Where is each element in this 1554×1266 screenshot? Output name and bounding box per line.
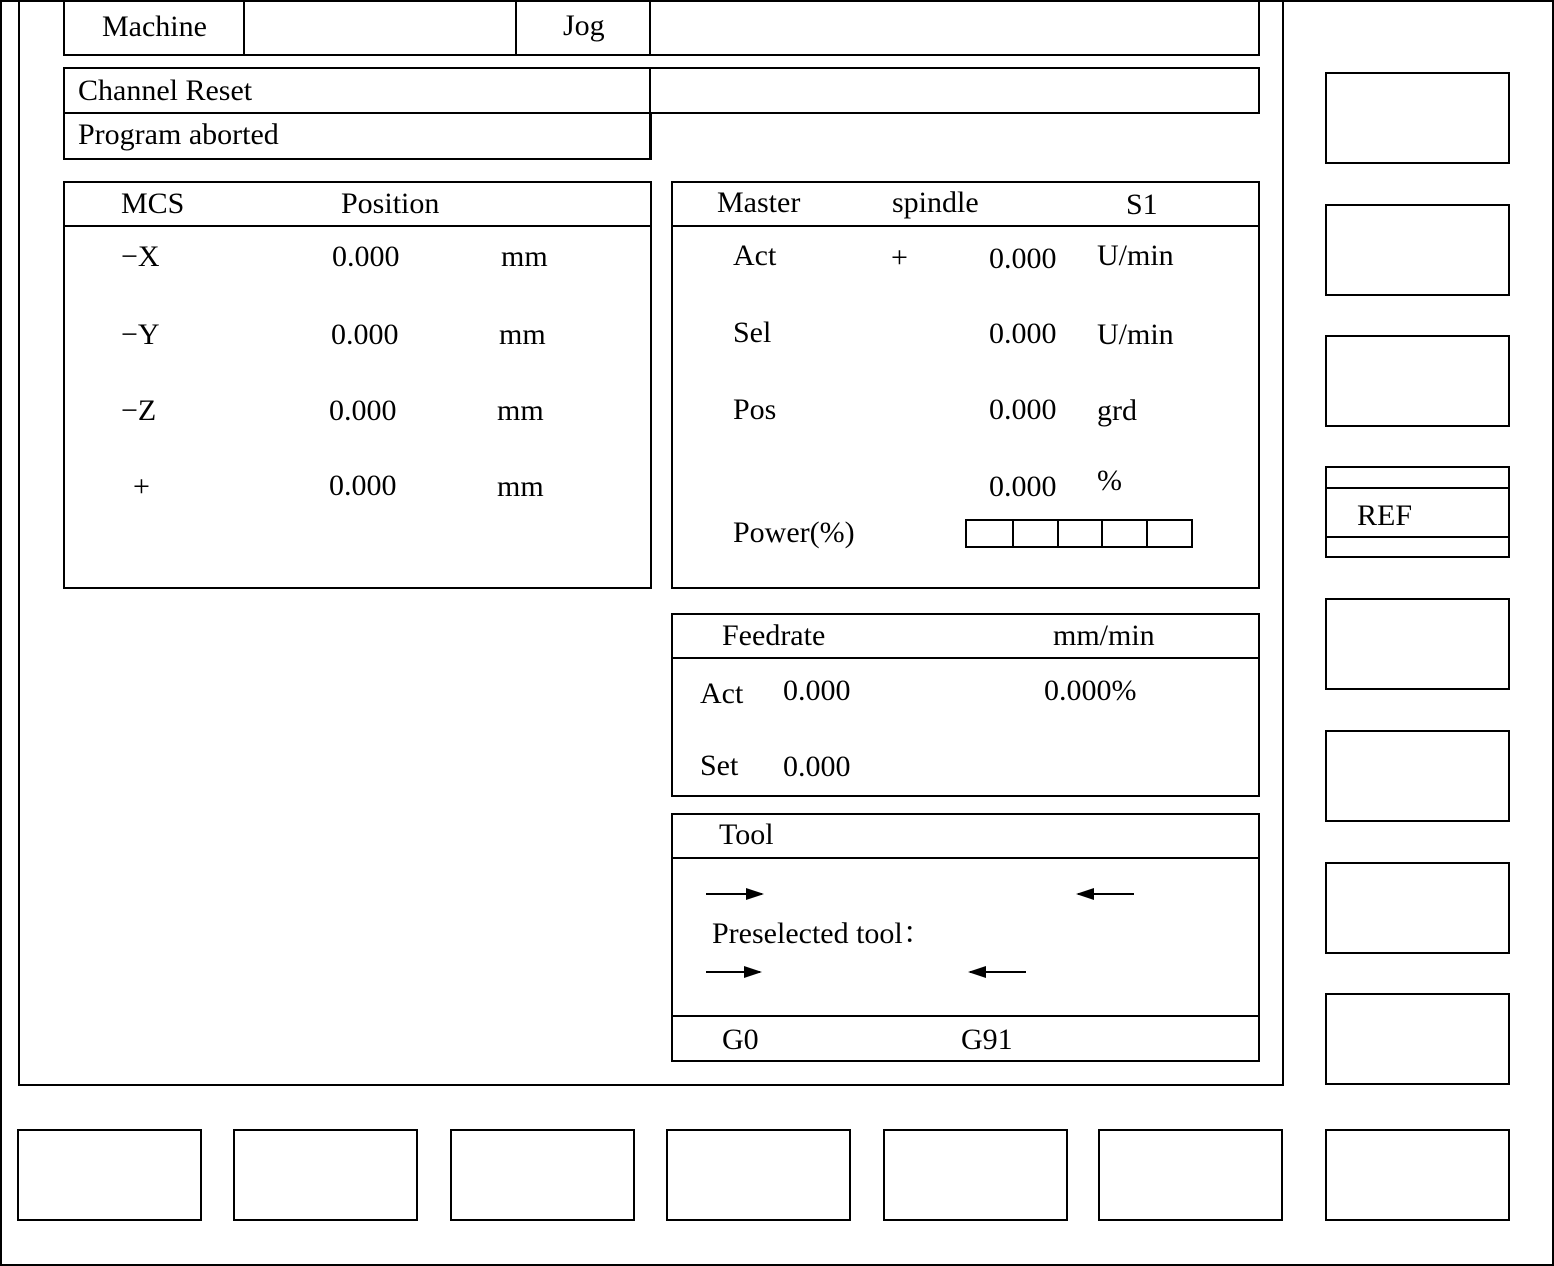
spindle-title: Master <box>717 186 801 219</box>
spindle-act-unit: U/min <box>1097 239 1174 272</box>
spindle-override-value: 0.000 <box>989 470 1057 503</box>
feedrate-set-value: 0.000 <box>783 750 851 783</box>
horizontal-softkey-4[interactable] <box>666 1129 851 1221</box>
header-mode: Machine <box>102 10 207 43</box>
horizontal-softkey-6[interactable] <box>1098 1129 1283 1221</box>
mcs-position-header: Position <box>341 187 440 220</box>
power-label: Power(%) <box>733 516 855 549</box>
softkey-label: REF <box>1357 499 1413 532</box>
spindle-pos-label: Pos <box>733 393 777 426</box>
axis-unit: mm <box>497 394 544 427</box>
header-divider <box>649 0 651 54</box>
spindle-direction: + <box>891 241 908 274</box>
preselected-tool-label: Preselected tool： <box>712 917 933 950</box>
tool-header-line <box>671 857 1260 859</box>
axis-name: −Z <box>121 394 157 427</box>
spindle-title: spindle <box>892 186 979 219</box>
axis-name: −X <box>121 240 160 273</box>
axis-value: 0.000 <box>332 240 400 273</box>
vertical-softkey-1[interactable] <box>1325 72 1510 164</box>
spindle-act-label: Act <box>733 239 777 272</box>
gcode-motion: G0 <box>722 1023 759 1056</box>
mcs-title: MCS <box>121 187 185 220</box>
feedrate-act-value: 0.000 <box>783 674 851 707</box>
spindle-pos-unit: grd <box>1097 394 1137 427</box>
spindle-sel-label: Sel <box>733 316 772 349</box>
vertical-softkey-8[interactable] <box>1325 993 1510 1085</box>
axis-unit: mm <box>501 240 548 273</box>
spindle-number: S1 <box>1126 188 1158 221</box>
mcs-header-line <box>63 225 652 227</box>
feedrate-set-label: Set <box>700 749 739 782</box>
feedrate-act-label: Act <box>700 677 744 710</box>
axis-unit: mm <box>499 318 546 351</box>
power-bar <box>965 519 1193 548</box>
spindle-sel-unit: U/min <box>1097 318 1174 351</box>
channel-status: Channel Reset <box>78 74 253 107</box>
tool-title: Tool <box>719 818 774 851</box>
spindle-pos-value: 0.000 <box>989 393 1057 426</box>
power-segment <box>1012 521 1057 546</box>
feedrate-override: 0.000% <box>1044 674 1137 707</box>
feedrate-header-line <box>671 657 1260 659</box>
horizontal-softkey-2[interactable] <box>233 1129 418 1221</box>
horizontal-softkey-7[interactable] <box>1325 1129 1510 1221</box>
vertical-softkey-6[interactable] <box>1325 730 1510 822</box>
power-segment <box>1101 521 1146 546</box>
left-arrow-icon <box>1078 893 1134 895</box>
spindle-header-line <box>671 225 1260 227</box>
softkey-inner-line <box>1327 487 1508 489</box>
axis-value: 0.000 <box>331 318 399 351</box>
axis-name: −Y <box>121 318 160 351</box>
axis-value: 0.000 <box>329 394 397 427</box>
horizontal-softkey-1[interactable] <box>17 1129 202 1221</box>
horizontal-softkey-3[interactable] <box>450 1129 635 1221</box>
left-arrow-icon <box>970 971 1026 973</box>
axis-value: 0.000 <box>329 469 397 502</box>
spindle-sel-value: 0.000 <box>989 317 1057 350</box>
header-operating-mode: Jog <box>563 9 605 42</box>
tool-footer-line <box>671 1015 1260 1017</box>
softkey-inner-line <box>1327 536 1508 538</box>
spindle-override-unit: % <box>1097 464 1122 497</box>
ref-softkey[interactable] <box>1325 466 1510 558</box>
horizontal-softkey-5[interactable] <box>883 1129 1068 1221</box>
header-divider <box>515 0 517 54</box>
axis-name: + <box>133 470 150 503</box>
spindle-act-value: 0.000 <box>989 242 1057 275</box>
program-status: Program aborted <box>78 118 279 151</box>
right-arrow-icon <box>706 971 760 973</box>
vertical-softkey-2[interactable] <box>1325 204 1510 296</box>
vertical-softkey-3[interactable] <box>1325 335 1510 427</box>
feedrate-unit: mm/min <box>1053 619 1155 652</box>
axis-unit: mm <box>497 470 544 503</box>
power-segment <box>967 521 1012 546</box>
feedrate-title: Feedrate <box>722 619 826 652</box>
power-segment <box>1146 521 1191 546</box>
header-divider <box>243 0 245 54</box>
right-arrow-icon <box>706 893 762 895</box>
power-segment <box>1057 521 1102 546</box>
gcode-dimension: G91 <box>961 1023 1013 1056</box>
vertical-softkey-7[interactable] <box>1325 862 1510 954</box>
vertical-softkey-5[interactable] <box>1325 598 1510 690</box>
